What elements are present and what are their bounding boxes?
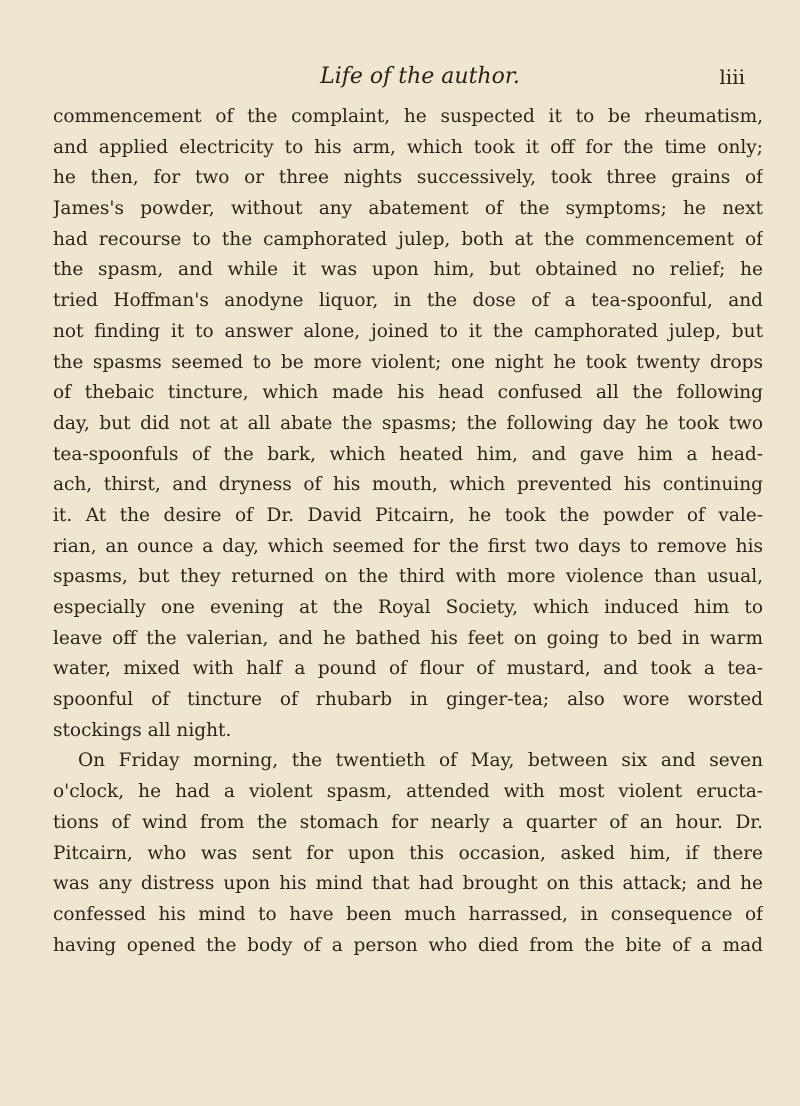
text-line: had recourse to the camphorated julep, both at the commencement of	[53, 228, 763, 250]
text-line: and applied electricity to his arm, which took it off for the time only;	[53, 136, 763, 158]
body-text	[53, 102, 763, 961]
text-line: leave off the valerian, and he bathed his feet on going to bed in warm	[53, 627, 763, 649]
text-line: water, mixed with half a pound of flour of mustard, and took a tea-	[53, 658, 763, 680]
text-line: especially one evening at the Royal Society, which induced him to	[53, 597, 763, 618]
text-line: rian, an ounce a day, which seemed for the first two days to remove his	[53, 535, 763, 557]
paragraph-end-line: stockings all night.	[53, 719, 232, 741]
text-line: o'clock, he had a violent spasm, attended with most violent eructa-	[53, 781, 763, 803]
paragraph-start-line: On Friday morning, the twentieth of May, between six and seven	[78, 750, 763, 772]
text-line: having opened the body of a person who died from the bite of a mad	[53, 934, 763, 956]
text-line: James's powder, without any abatement of the symptoms; he next	[53, 198, 763, 220]
text-line: of thebaic tincture, which made his head confused all the following	[53, 382, 763, 404]
running-head	[0, 62, 800, 92]
page-number: liii	[719, 65, 745, 89]
text-line: confessed his mind to have been much harrassed, in consequence of	[53, 903, 763, 925]
running-title: Life of the author.	[320, 64, 520, 89]
text-line: was any distress upon his mind that had brought on this attack; and he	[53, 873, 763, 895]
text-line: not finding it to answer alone, joined to it the camphorated julep, but	[53, 320, 763, 342]
text-line: Pitcairn, who was sent for upon this occasion, asked him, if there	[53, 842, 763, 864]
text-line: day, but did not at all abate the spasms; the following day he took two	[53, 412, 763, 434]
text-line: ach, thirst, and dryness of his mouth, which prevented his continuing	[53, 474, 763, 496]
text-line: tea-spoonfuls of the bark, which heated him, and gave him a head-	[53, 443, 763, 465]
text-line: spasms, but they returned on the third with more violence than usual,	[53, 566, 763, 588]
text-line: tried Hoffman's anodyne liquor, in the dose of a tea-spoonful, and	[53, 290, 763, 312]
text-line: tions of wind from the stomach for nearly a quarter of an hour. Dr.	[53, 811, 763, 833]
text-line: it. At the desire of Dr. David Pitcairn, he took the powder of vale-	[53, 504, 763, 526]
text-line: the spasm, and while it was upon him, but obtained no relief; he	[53, 259, 763, 281]
text-line: commencement of the complaint, he suspected it to be rheumatism,	[53, 106, 763, 127]
text-line: spoonful of tincture of rhubarb in ginger-tea; also wore worsted	[53, 689, 763, 711]
text-line: the spasms seemed to be more violent; one night he took twenty drops	[53, 351, 763, 373]
text-line: he then, for two or three nights successively, took three grains of	[53, 167, 763, 189]
